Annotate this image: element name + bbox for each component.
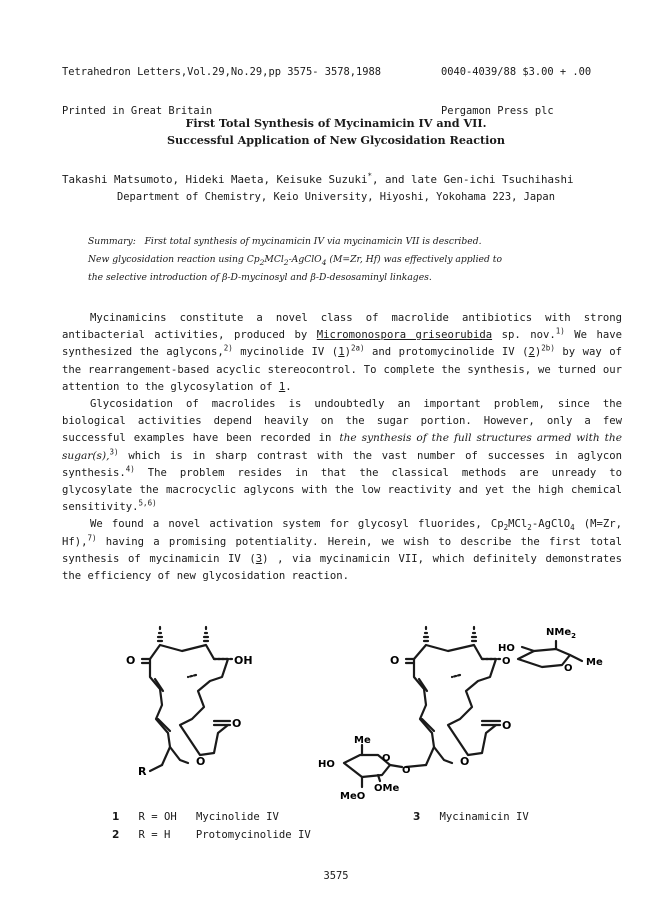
hashed-bond <box>452 675 460 677</box>
compound-number: 1 <box>278 380 286 393</box>
label-O: O <box>502 719 512 732</box>
compound-number: 1 <box>338 346 345 359</box>
oh-bond <box>522 647 534 651</box>
label-HO: HO <box>318 759 335 770</box>
article-title-line-1: First Total Synthesis of Mycinamicin IV and VII. <box>185 116 487 130</box>
text-run: which is in sharp contrast with the vast number of successes in aglycon synthesis. <box>62 449 622 479</box>
page-number: 3575 <box>323 870 349 882</box>
reference-mark: 2a) <box>350 343 365 353</box>
label-OH: OH <box>234 654 253 667</box>
text-run: ) <box>344 346 351 359</box>
summary-text-2d: (M=Zr, Hf) was effectively applied to <box>326 254 503 265</box>
subscript: 2 <box>503 523 509 533</box>
compound-number: 3 <box>255 552 263 565</box>
compound-name: Mycinamicin IV <box>439 811 529 823</box>
text-run: ) <box>534 346 542 359</box>
text-run: (M=Zr, Hf), <box>62 518 622 548</box>
caption-compound-1 <box>112 811 279 823</box>
hashed-wedge <box>424 627 428 641</box>
label-O: O <box>502 656 511 667</box>
text-run: Mycinamicins constitute a novel class of macrolide antibiotics with strong antibacterial activities, produced by <box>62 312 622 342</box>
subscript: 4 <box>570 523 575 533</box>
reference-mark: 2b) <box>541 343 555 353</box>
text-run: We have synthesized the aglycons, <box>62 329 622 359</box>
substituent: R = OH <box>138 811 177 823</box>
label-OMe: OMe <box>374 783 400 794</box>
author-list <box>62 173 622 186</box>
journal-citation: Tetrahedron Letters,Vol.29,No.29,pp 3575- 3578,1988 <box>62 66 382 78</box>
side-chain-bond <box>150 765 162 771</box>
summary-sub: 2 <box>259 257 265 267</box>
authors-part-a: Takashi Matsumoto, Hideki Maeta, Keisuke Suzuki <box>62 173 368 186</box>
price-code: 0040-4039/88 $3.00 + .00 <box>441 66 592 78</box>
authors-part-b: , and late Gen-ichi Tsuchihashi <box>372 173 574 186</box>
paragraph-2 <box>62 396 622 516</box>
text-run: MCl <box>508 518 528 531</box>
summary-text-2a: New glycosidation reaction using Cp <box>88 254 260 265</box>
organism-name: Micromonospora griseorubida <box>316 329 493 342</box>
paragraph-1 <box>62 310 622 396</box>
body-text <box>62 310 622 585</box>
glycosidic-bond <box>390 765 402 767</box>
compound-number: 3 <box>413 811 421 823</box>
label-O: O <box>564 663 573 674</box>
label-HO: HO <box>498 643 515 654</box>
reference-mark: 2) <box>223 343 233 353</box>
text-run: mycinolide IV ( <box>232 346 339 359</box>
label-O: O <box>232 717 242 730</box>
substituent: R = H <box>138 829 171 841</box>
caption-compound-2 <box>112 829 311 841</box>
reference-mark: 7) <box>87 533 97 543</box>
summary-block <box>88 233 608 287</box>
label-nme: NMe <box>546 627 572 638</box>
text-run: ) , via mycinamicin VII, which definitely demonstrates the efficiency of new glycosidation reaction. <box>62 552 622 583</box>
structure-mycinamicin <box>306 615 636 805</box>
label-Me: Me <box>354 735 371 746</box>
summary-text-2b: MCl <box>264 254 284 265</box>
text-run: sp. nov. <box>492 329 556 342</box>
summary-label: Summary: <box>88 236 136 247</box>
italic-phrase: the synthesis of the full structures armed with the sugar(s), <box>62 432 622 462</box>
label-O: O <box>460 755 470 768</box>
compound-number: 2 <box>112 829 120 841</box>
summary-text-1: First total synthesis of mycinamicin IV via mycinamicin VII is described. <box>144 236 482 247</box>
reference-mark: 5,6) <box>138 498 157 508</box>
publisher: Pergamon Press plc <box>441 105 554 117</box>
compound-number: 1 <box>112 811 120 823</box>
summary-line-1 <box>88 233 608 251</box>
article-title-line-2: Successful Application of New Glycosidation Reaction <box>166 133 506 147</box>
text-run: . <box>285 380 292 393</box>
structure-mycinolide <box>110 615 290 790</box>
side-chain-bond <box>162 747 170 765</box>
compound-number: 2 <box>528 346 535 359</box>
side-chain-bond <box>426 747 434 765</box>
reference-mark: 3) <box>109 447 119 457</box>
label-O: O <box>390 654 400 667</box>
text-run: -AgClO <box>531 518 571 531</box>
label-NMe2 <box>546 627 576 640</box>
hashed-wedge <box>472 627 476 641</box>
text-run: by way of the rearrangement-based acyclic stereocontrol. To complete the synthesis, we turned our attention to the glycosylation of <box>62 346 623 393</box>
compound-name: Protomycinolide IV <box>195 829 311 841</box>
reference-mark: 1) <box>555 326 565 336</box>
label-R: R <box>138 765 147 778</box>
corresponding-star: * <box>367 171 373 181</box>
hashed-wedge <box>204 627 208 641</box>
methyl-bond <box>570 655 582 661</box>
text-run: having a promising potentiality. Herein, we wish to describe the first total synthesis of mycinamicin IV ( <box>62 535 622 565</box>
reference-mark: 4) <box>125 464 135 474</box>
summary-line-2 <box>88 251 608 269</box>
caption-compound-3 <box>413 811 529 823</box>
sugar-ring-top <box>518 649 570 667</box>
hashed-bond <box>188 675 196 677</box>
label-nme-sub: 2 <box>571 632 576 640</box>
paragraph-3 <box>62 516 622 585</box>
label-O: O <box>126 654 136 667</box>
text-run: and protomycinolide IV ( <box>364 346 529 359</box>
summary-text-2c: -AgClO <box>288 254 322 265</box>
summary-line-3: the selective introduction of β-D-mycinosyl and β-D-desosaminyl linkages. <box>88 272 432 283</box>
text-run: The problem resides in that the classical methods are unready to glycosylate the macrocyclic aglycons with the low reactivity and yet the high chemical sensitivity. <box>62 466 622 514</box>
compound-name: Mycinolide IV <box>195 811 279 823</box>
printed-line: Printed in Great Britain <box>62 105 213 117</box>
affiliation: Department of Chemistry, Keio University, Hiyoshi, Yokohama 223, Japan <box>117 191 555 203</box>
label-Me: Me <box>586 657 603 668</box>
summary-sub: 2 <box>283 257 289 267</box>
hashed-wedge <box>158 627 162 641</box>
summary-sub: 4 <box>321 257 327 267</box>
label-O: O <box>196 755 206 768</box>
label-MeO: MeO <box>340 791 366 802</box>
text-run: We found a novel activation system for glycosyl fluorides, Cp <box>90 518 504 531</box>
label-O: O <box>402 765 411 776</box>
label-O: O <box>382 753 391 764</box>
text-run: Glycosidation of macrolides is undoubtedly an important problem, since the biological activities depend heavily on the sugar portion. However, only a few successful examples have been recorded in <box>62 398 622 445</box>
subscript: 2 <box>527 523 532 533</box>
